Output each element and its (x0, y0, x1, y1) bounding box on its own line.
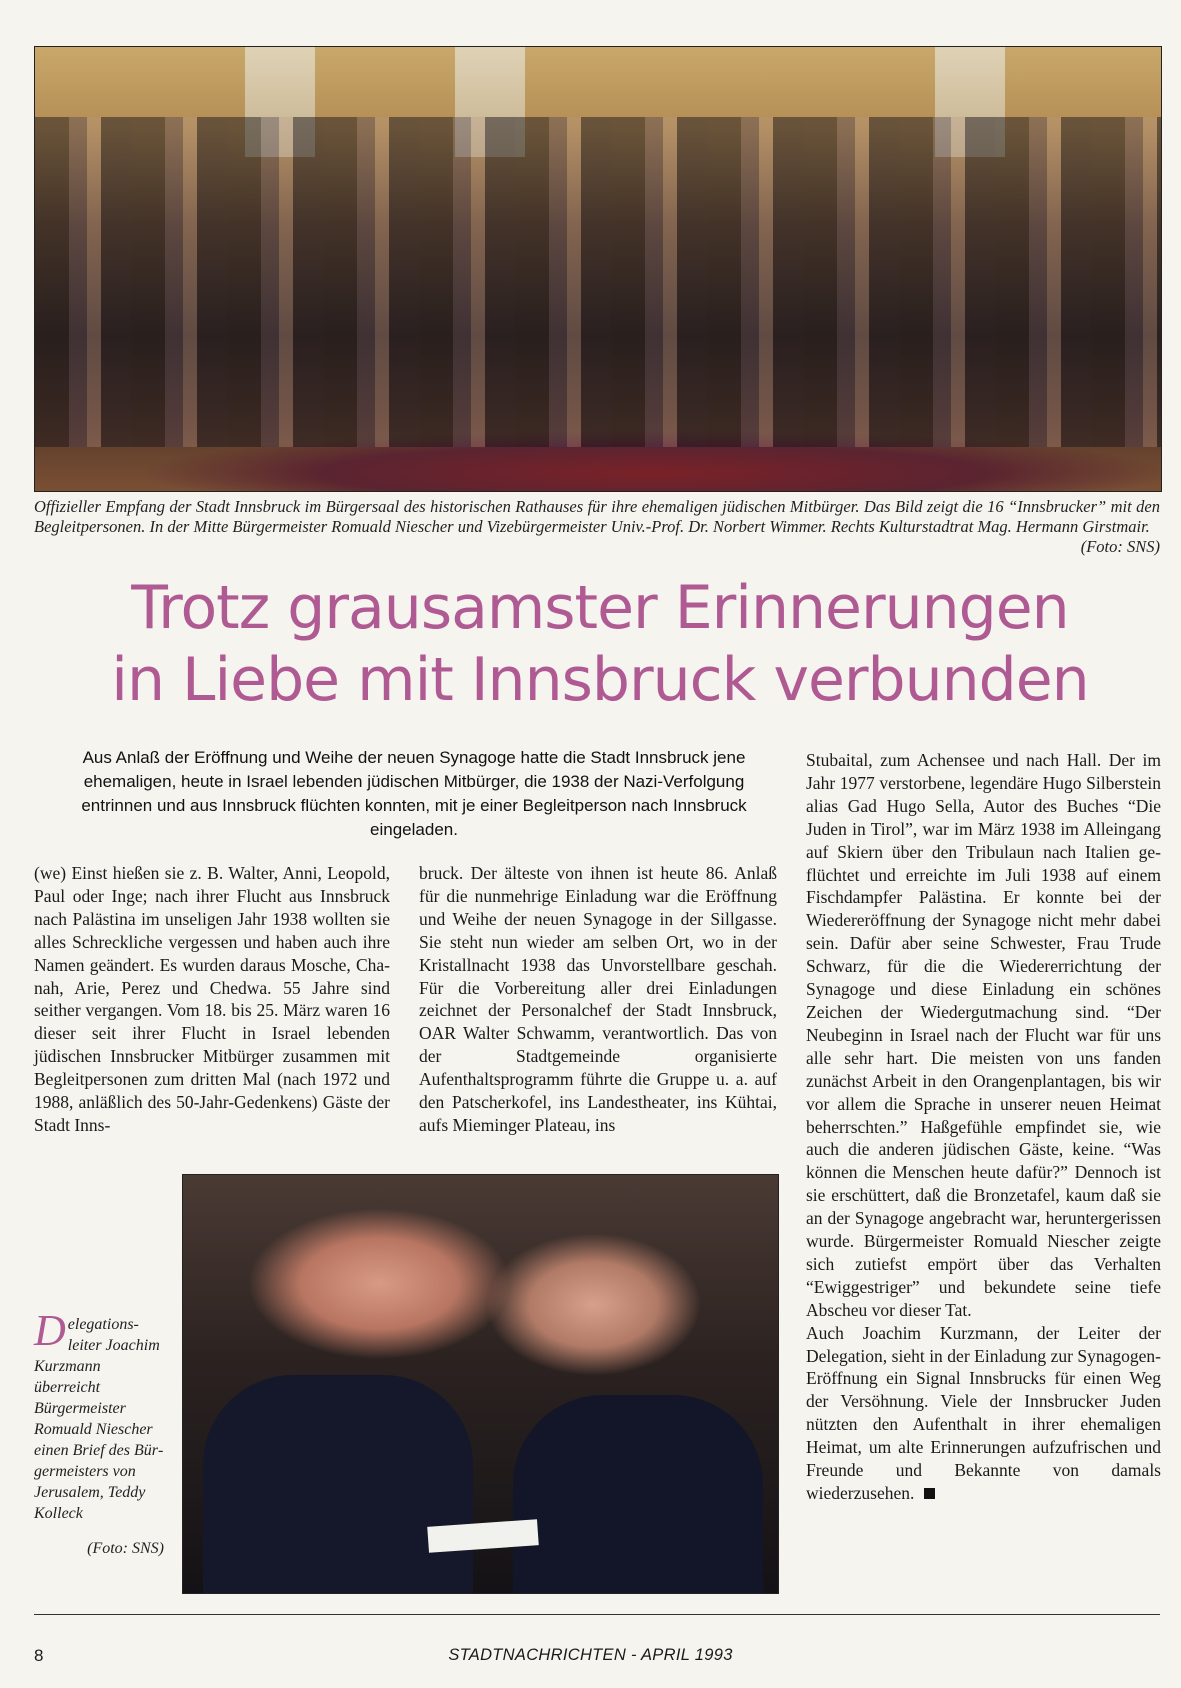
page-number: 8 (34, 1646, 44, 1665)
body-column-3 (806, 749, 1161, 1505)
body-column-1: (we) Einst hießen sie z. B. Walter, Anni, Leopold, Paul oder Inge; nach ihrer Flucht aus Innsbruck nach Palästina im unseligen Jahr 1938 wollten sie alles Schreckliche vergessen und haben auch ihre Namen geändert. Es wurden daraus Mosche, Chanah, Arie, Perez und Chedwa. 55 Jahre sind seither vergangen. Vom 18. bis 25. März waren 16 dieser seit ihrer Flucht in Israel lebenden jüdischen Innsbrucker Mitbürger zusammen mit Begleitpersonen zum dritten Mal (nach 1972 und 1988, anläßlich des 50-Jahr-Gedenkens) Gäste der Stadt Inns- (34, 863, 390, 1135)
photo-person-right (513, 1395, 763, 1593)
headline-line-2: in Liebe mit Innsbruck verbunden (111, 645, 1089, 715)
body-column-3-final-paragraph: Auch Joachim Kurzmann, der Leiter der Delegation, sieht in der Einladung zur Synagogen-Eröffnung ein Signal Innsbrucks für einen Weg der Versöhnung. Viele der Innsbrucker Juden nützten den Aufenthalt in ihrer ehemaligen Heimat, um alte Erinnerungen aufzufrischen und Freunde und Bekannte von damals wiederzusehen. (806, 1322, 1161, 1503)
body-column-2: bruck. Der älteste von ihnen ist heute 86. Anlaß für die nunmehrige Einladung war die Eröffnung und Weihe der neuen Synagoge in der Sillgasse. Sie steht nun wieder am selben Ort, wo in der Kristallnacht 1938 das Unvorstellbare geschah. Für die Vorbereitung aller drei Einladungen zeichnet der Personalchef der Stadt Innsbruck, OAR Walter Schwamm, verantwortlich. Das von der Stadtgemeinde organisierte Aufenthaltsprogramm führte die Gruppe u. a. auf den Patscherkofel, ins Landestheater, ins Kühtai, aufs Mieminger Plateau, ins (419, 863, 777, 1135)
end-of-article-mark (924, 1488, 935, 1499)
article-lead: Aus Anlaß der Eröffnung und Weihe der neuen Synagoge hatte die Stadt Innsbruck jene ehemaligen, heute in Israel lebenden jüdischen Mitbürger, die 1938 der Nazi-Verfolgung entrinnen und aus Innsbruck flüchten konnten, mit je einer Begleitperson nach Innsbruck eingeladen. (81, 748, 747, 839)
handshake-photo-caption (34, 1306, 164, 1559)
handshake-photo-credit: (Foto: SNS) (87, 1540, 164, 1557)
headline-line-1: Trotz grausamster Erinnerungen (131, 573, 1069, 643)
handshake-photo (182, 1174, 779, 1594)
publication-footer: STADTNACHRICHTEN - APRIL 1993 (448, 1646, 733, 1664)
handshake-photo-caption-text: elegationsleiter Joachim Kurzmann überreicht Bürgermeister Romuald Niescher einen Brief des Bürgermeisters von Jerusalem, Teddy Kolleck (34, 1316, 164, 1522)
photo-crowd (35, 117, 1161, 447)
group-photo-caption (34, 497, 1160, 557)
photo-person-left (203, 1375, 473, 1593)
group-photo (34, 46, 1162, 492)
article-headline (60, 572, 1140, 716)
body-column-3-text: Stubaital, zum Achensee und nach Hall. Der im Jahr 1977 verstorbene, legendäre Hugo Silberstein alias Gad Hugo Sella, Autor des Buches “Die Juden in Tirol”, war im März 1938 im Alleingang auf Skiern über den Tribulaun nach Italien geflüchtet und erreichte im Juli 1938 auf einem Fischdampfer Palästina. Er konnte bei der Wiedereröffnung der Synagoge nicht mehr dabei sein. Dafür aber seine Schwester, Frau Trude Schwarz, für die die Wiedererrichtung der Synagoge und diese Einladung ein schönes Zeichen der Wiedergutmachung sind. “Der Neubeginn in Israel nach der Flucht war für uns alle sehr hart. Die meisten von uns fanden zunächst Arbeit in den Orangenplantagen, bis wir vor allem die Sprache in unserer neuen Heimat beherrschten.” Haßgefühle empfindet sie, wie auch die anderen jüdischen Gäste, keine. “Was können die Menschen heute dafür?” Dennoch ist sie erschüttert, daß die Bronzetafel, kaum daß sie an der Synagoge angebracht war, heruntergerissen wurde. Bürgermeister Romuald Niescher zeigte sich zutiefst empört über das Verhalten “Ewiggestriger” und bekundete seine tiefe Abscheu vor dieser Tat. (806, 750, 1161, 1320)
footer-rule (34, 1614, 1160, 1615)
group-photo-credit: (Foto: SNS) (1080, 537, 1160, 556)
group-photo-caption-text: Offizieller Empfang der Stadt Innsbruck im Bürgersaal des historischen Rathauses für ihre ehemaligen jüdischen Mitbürger. Das Bild zeigt die 16 “Innsbrucker” mit den Begleitpersonen. In der Mitte Bürgermeister Romuald Niescher und Vizebürgermeister Univ.-Prof. Dr. Norbert Wimmer. Rechts Kulturstadtrat Mag. Hermann Girstmair. (34, 497, 1160, 536)
caption-dropcap: D (34, 1306, 66, 1355)
